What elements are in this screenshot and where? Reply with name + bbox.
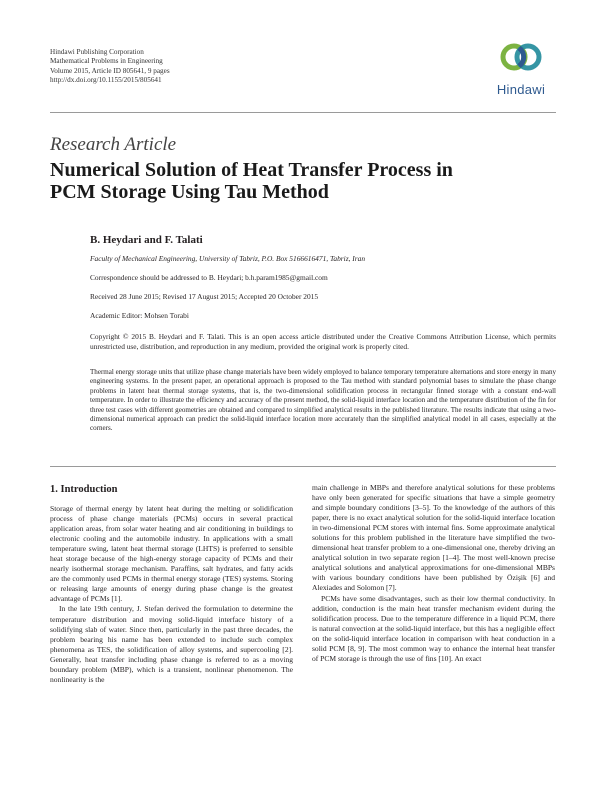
paragraph: In the late 19th century, J. Stefan derived the formulation to determine the temperature distribution and moving solid-liquid interface history of a solidifying slab of water. Since then, particularly in the past three decades, the problem bearing his name has been extended to include such complex phenomena as TES, the solidification of alloy systems, and supercooling [2]. Generally, heat transfer including phase change is referred to as a moving boundary problem (MBP), which is a transient, nonlinear phenomenon. The nonlinearity is the	[50, 604, 293, 684]
title-line-1: Numerical Solution of Heat Transfer Process in	[50, 159, 453, 181]
paragraph: PCMs have some disadvantages, such as their low thermal conductivity. In addition, conduction is the main heat transfer mechanism evident during the solidification process. Due to the temperature difference in a liquid PCM, there is natural convection at the solid-liquid interface, but this has a negligible effect on the solid-liquid interface location in comparison with heat conduction in a solid PCM [8, 9]. The most common way to enhance the internal heat transfer of PCM storage is through the use of fins [10]. An exact	[312, 593, 555, 663]
doi-link[interactable]: http://dx.doi.org/10.1155/2015/805641	[50, 75, 162, 84]
paragraph: main challenge in MBPs and therefore analytical solutions for these problems have only been generated for specific situations that have a simple geometry and simple boundary conditions [3–5]. To the knowledge of the authors of this paper, there is no exact analytical solution for the solid-liquid interface location in two-dimensional PCM stores with internal fins. Some approximate analytical solutions for this problem published in the literature have simplified the two-dimensional heat transfer problem to a one-dimensional one, thereby driving an analytical solution in two separate region [1–4]. The most well-known precise analytical solutions and analytical approximations for one-dimensional MBPs with various boundary conditions have been published by Özişik [6] and Alexiades and Solomon [7].	[312, 483, 555, 593]
logo-wordmark: Hindawi	[496, 82, 546, 97]
authors: B. Heydari and F. Talati	[90, 234, 203, 246]
article-type: Research Article	[50, 134, 177, 155]
correspondence: Correspondence should be addressed to B. Heydari; b.h.param1985@gmail.com	[90, 273, 328, 282]
title-line-2: PCM Storage Using Tau Method	[50, 181, 329, 203]
copyright-notice: Copyright © 2015 B. Heydari and F. Talati. This is an open access article distributed under the Creative Commons Attribution License, which permits unrestricted use, distribution, and reproduction in any medium, provided the original work is properly cited.	[90, 332, 556, 351]
hindawi-rings-icon	[499, 40, 543, 80]
volume-info: Volume 2015, Article ID 805641, 9 pages	[50, 66, 170, 75]
journal-name: Mathematical Problems in Engineering	[50, 57, 163, 66]
academic-editor: Academic Editor: Mohsen Torabi	[90, 311, 189, 320]
paragraph: Storage of thermal energy by latent heat during the melting or solidification process of phase change materials (PCMs) occurs in several practical application areas, from solar water heating and air conditioning in buildings to electronic cooling and the automobile industry. In applications with a small temperature swing, latent heat thermal storage (LHTS) is preferred to sensible heat storage because of the high-energy storage capacity of PCMs and their nearly isothermal storage mechanism. Paraffins, salt hydrates, and fatty acids are the commonly used PCMs in thermal energy storage (TES) systems. Storing or releasing large amounts of energy during phase change is the greatest advantage of PCMs [1].	[50, 504, 293, 604]
header-divider	[50, 112, 556, 113]
article-dates: Received 28 June 2015; Revised 17 August 2015; Accepted 20 October 2015	[90, 292, 319, 301]
left-column	[50, 504, 293, 685]
right-column	[312, 483, 555, 664]
paper-title	[50, 159, 550, 203]
section-heading: 1. Introduction	[50, 484, 118, 495]
publisher-name: Hindawi Publishing Corporation	[50, 48, 144, 56]
header-meta	[50, 48, 170, 85]
hindawi-logo[interactable]	[486, 40, 556, 106]
abstract-divider	[50, 466, 556, 467]
affiliation: Faculty of Mechanical Engineering, University of Tabriz, P.O. Box 5166616471, Tabriz, Iran	[90, 254, 366, 263]
abstract: Thermal energy storage units that utilize phase change materials have been widely employed to balance temporary temperature alternations and store energy in many engineering systems. In the present paper, an operational approach is proposed to the Tau method with standard polynomial bases to simulate the phase change problems in latent heat thermal storage systems, that is, the two-dimensional solidification process in rectangular finned storage with a constant end-wall temperature. In order to illustrate the efficiency and accuracy of the present method, the solid-liquid interface location and the temperature distribution of the fin for three test cases with different geometries are obtained and compared to simplified analytical results in the published literature. The results indicate that using a two-dimensional numerical approach can predict the solid-liquid interface location more accurately than the simplified analytical model in all cases, especially at the corners.	[90, 368, 556, 433]
